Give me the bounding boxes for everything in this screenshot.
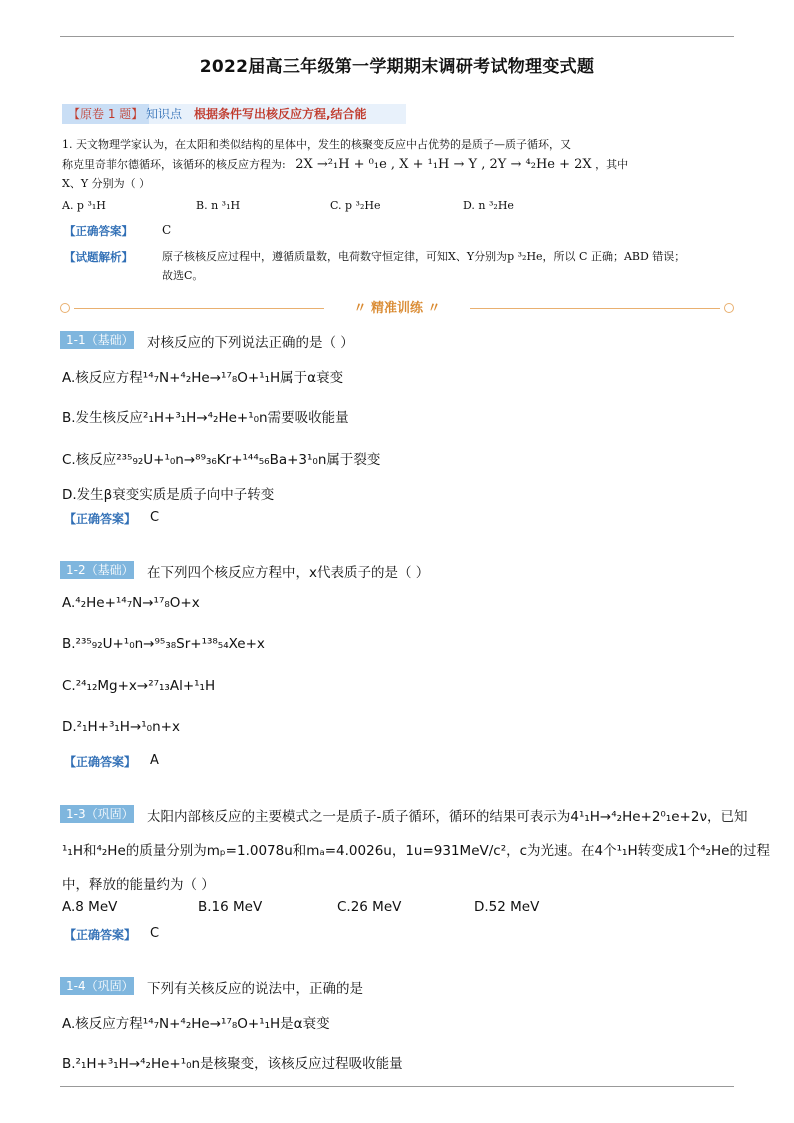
question-tag-1-2: 1-2（基础） <box>60 561 134 579</box>
original-option-b: B. n ³₁H <box>196 199 241 212</box>
original-tag: 【原卷 1 题】 <box>62 104 149 124</box>
question-tag-1-1: 1-1（基础） <box>60 331 134 349</box>
original-question-header <box>62 104 406 124</box>
original-stem-line3: X、Y 分别为（ ） <box>62 177 151 190</box>
q1-3-answer-value: C <box>150 926 160 941</box>
q1-2-answer-label: 【正确答案】 <box>64 755 137 769</box>
q1-1-option-a: A.核反应方程¹⁴₇N+⁴₂He→¹⁷₈O+¹₁H属于α衰变 <box>62 370 344 386</box>
q1-2-option-b: B.²³⁵₉₂U+¹₀n→⁹⁵₃₈Sr+¹³⁸₅₄Xe+x <box>62 636 265 652</box>
question-stem-1-1: 对核反应的下列说法正确的是（ ） <box>147 335 354 351</box>
training-title <box>60 298 734 320</box>
q1-2-option-a: A.⁴₂He+¹⁴₇N→¹⁷₈O+x <box>62 595 200 611</box>
q1-3-option-a: A.8 MeV <box>62 899 118 915</box>
q1-2-option-c: C.²⁴₁₂Mg+x→²⁷₁₃Al+¹₁H <box>62 678 216 694</box>
q1-1-option-c: C.核反应²³⁵₉₂U+¹₀n→⁸⁹₃₆Kr+¹⁴⁴₅₆Ba+3¹₀n属于裂变 <box>62 452 381 468</box>
q1-1-answer-label: 【正确答案】 <box>64 512 137 526</box>
original-stem-line2 <box>62 156 742 173</box>
knowledge-point-label: 知识点 <box>146 107 183 121</box>
question-tag-1-4: 1-4（巩固） <box>60 977 134 995</box>
stem-line2-a: 称克里奇菲尔德循环，该循环的核反应方程为: <box>62 158 286 171</box>
original-analysis-line2: 故选C。 <box>162 269 204 282</box>
q1-3-option-d: D.52 MeV <box>474 899 540 915</box>
original-answer-value: C <box>162 223 172 237</box>
slash-icon-left: 〃 <box>353 301 371 316</box>
question-stem-1-3-line3: 中，释放的能量约为（ ） <box>62 877 215 893</box>
original-analysis-line1: 原子核核反应过程中，遵循质量数，电荷数守恒定律，可知X、Y分别为p ³₂He，所以 C 正确；ABD 错误； <box>162 250 686 263</box>
training-title-text: 精准训练 <box>370 301 423 316</box>
page-title: 2022届高三年级第一学期期末调研考试物理变式题 <box>199 57 595 77</box>
q1-1-option-b: B.发生核反应²₁H+³₁H→⁴₂He+¹₀n需要吸收能量 <box>62 410 349 426</box>
question-tag-1-3: 1-3（巩固） <box>60 805 134 823</box>
q1-4-option-a: A.核反应方程¹⁴₇N+⁴₂He→¹⁷₈O+¹₁H是α衰变 <box>62 1016 330 1032</box>
training-banner <box>60 298 734 320</box>
q1-3-answer-label: 【正确答案】 <box>64 928 137 942</box>
question-stem-1-2: 在下列四个核反应方程中，x代表质子的是（ ） <box>147 565 430 581</box>
top-rule <box>60 36 734 37</box>
q1-4-option-b: B.²₁H+³₁H→⁴₂He+¹₀n是核聚变，该核反应过程吸收能量 <box>62 1056 403 1072</box>
q1-1-option-d: D.发生β衰变实质是质子向中子转变 <box>62 487 275 503</box>
original-option-c: C. p ³₂He <box>330 199 381 212</box>
original-option-a: A. p ³₁H <box>62 199 106 212</box>
knowledge-point-text: 根据条件写出核反应方程,结合能 <box>194 107 367 121</box>
q1-3-option-c: C.26 MeV <box>337 899 402 915</box>
bottom-rule <box>60 1086 734 1087</box>
question-stem-1-3-line1: 太阳内部核反应的主要模式之一是质子-质子循环，循环的结果可表示为4¹₁H→⁴₂He+2⁰₁e+2ν，已知 <box>147 809 748 825</box>
stem-line2-b: ，其中 <box>595 158 629 171</box>
q1-1-answer-value: C <box>150 510 160 525</box>
q1-2-answer-value: A <box>150 753 159 768</box>
question-stem-1-3-line2: ¹₁H和⁴₂He的质量分别为mₚ=1.0078u和mₐ=4.0026u，1u=931MeV/c²，c为光速。在4个¹₁H转变成1个⁴₂He的过程 <box>62 843 770 859</box>
slash-icon-right: 〃 <box>423 301 441 316</box>
original-analysis-label: 【试题解析】 <box>64 250 133 264</box>
question-stem-1-4: 下列有关核反应的说法中，正确的是 <box>147 981 363 997</box>
original-stem-line1: 1. 天文物理学家认为，在太阳和类似结构的星体中，发生的核聚变反应中占优势的是质子—质子循环，又 <box>62 138 571 151</box>
original-option-d: D. n ³₂He <box>463 199 514 212</box>
original-answer-label: 【正确答案】 <box>64 224 133 238</box>
q1-2-option-d: D.²₁H+³₁H→¹₀n+x <box>62 719 180 735</box>
q1-3-option-b: B.16 MeV <box>198 899 263 915</box>
stem-line2-equation: 2X →²₁H + ⁰₁e , X + ¹₁H → Y , 2Y → ⁴₂He + 2X <box>295 157 592 172</box>
